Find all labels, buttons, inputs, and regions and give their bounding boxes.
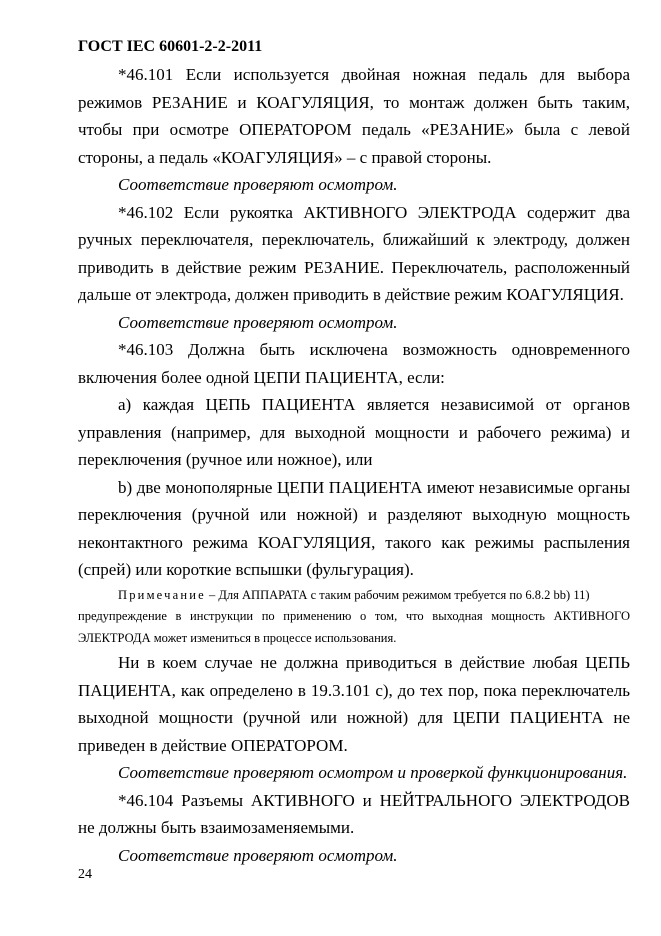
clause-46-103: *46.103 Должна быть исключена возможность одновременного включения более одной ЦЕПИ ПАЦИЕНТА, если: — [78, 340, 630, 387]
compliance-46-103: Соответствие проверяют осмотром и проверкой функционирования. — [118, 763, 628, 782]
page-number: 24 — [78, 867, 92, 882]
compliance-46-101: Соответствие проверяют осмотром. — [118, 175, 398, 194]
clause-46-103-item-a: a) каждая ЦЕПЬ ПАЦИЕНТА является независимой от органов управления (например, для выходной мощности и рабочего режима) и переключения (ручное или ножное), или — [78, 395, 630, 469]
note-line-1 — [78, 585, 630, 607]
note-label: Примечание — [118, 587, 206, 602]
clause-46-101: *46.101 Если используется двойная ножная педаль для выбора режимов РЕЗАНИЕ и КОАГУЛЯЦИЯ, то монтаж должен быть таким, чтобы при осмотре ОПЕРАТОРОМ педаль «РЕЗАНИЕ» была с левой стороны, а педаль «КОАГУЛЯЦИЯ» – с правой стороны. — [78, 65, 630, 167]
compliance-46-102: Соответствие проверяют осмотром. — [118, 312, 398, 332]
document-body — [78, 61, 630, 869]
compliance-46-104: Соответствие проверяют осмотром. — [118, 845, 398, 865]
note-line-2: предупреждение в инструкции по применению о том, что выходная мощность АКТИВНОГО ЭЛЕКТРОДА может измениться в процессе использования. — [78, 609, 630, 645]
clause-46-102: *46.102 Если рукоятка АКТИВНОГО ЭЛЕКТРОДА содержит два ручных переключателя, переключатель, ближайший к электроду, должен приводить в действие режим РЕЗАНИЕ. Переключатель, расположенный дальше от электрода, должен приводить в действие режим КОАГУЛЯЦИЯ. — [78, 202, 630, 304]
note-text-1: – Для АППАРАТА с таким рабочим режимом требуется по 6.8.2 bb) 11) — [209, 587, 590, 602]
document-header: ГОСТ IEC 60601-2-2-2011 — [78, 38, 263, 55]
clause-46-103-continuation: Ни в коем случае не должна приводиться в действие любая ЦЕПЬ ПАЦИЕНТА, как определено в 19.3.101 c), до тех пор, пока переключатель выходной мощности (ручной или ножной) для ЦЕПИ ПАЦИЕНТА не приведен в действие ОПЕРАТОРОМ. — [78, 653, 630, 755]
clause-46-103-item-b: b) две монополярные ЦЕПИ ПАЦИЕНТА имеют независимые органы переключения (ручной или ножной) и разделяют выходную мощность неконтактного режима КОАГУЛЯЦИЯ, такого как режимы распыления (спрей) или короткие вспышки (фульгурация). — [78, 477, 630, 579]
clause-46-104: *46.104 Разъемы АКТИВНОГО и НЕЙТРАЛЬНОГО ЭЛЕКТРОДОВ не должны быть взаимозаменяемыми. — [78, 790, 630, 837]
